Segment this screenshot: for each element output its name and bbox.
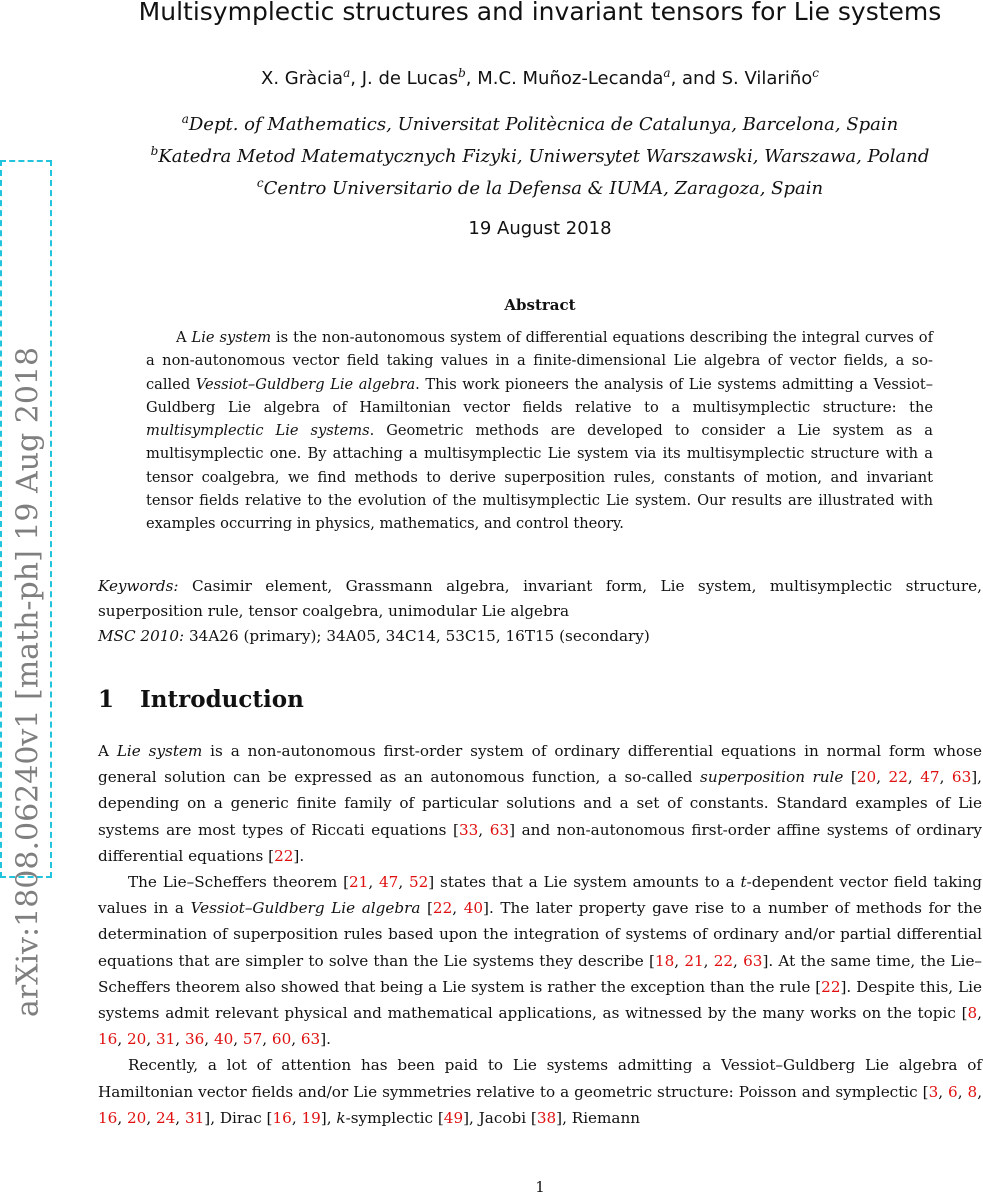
emphasis: Lie system	[191, 329, 272, 346]
emphasis: Vessiot–Guldberg Lie algebra	[195, 375, 416, 393]
author-separator: ,	[350, 68, 362, 89]
citation-link[interactable]: 16	[98, 1030, 118, 1049]
citation-link[interactable]: 49	[443, 1108, 464, 1127]
citation-link[interactable]: 22	[274, 846, 294, 865]
citation-link[interactable]: 8	[967, 1082, 978, 1101]
citation-link[interactable]: 63	[489, 820, 510, 839]
math-symbol: t	[740, 873, 747, 892]
citation-link[interactable]: 38	[536, 1108, 557, 1127]
paragraph: A Lie system is a non-autonomous first-order system of ordinary differential equations in normal form whose general solution can be expressed as an autonomous function, a so-called superposition rule [20, 22, 47, 63], depending on a generic finite family of particular solutions and a set of constants. Standard examples of Lie systems are most types of Riccati equations [33, 63] and non-autonomous first-order affine systems of ordinary differential equations [22].	[98, 742, 983, 865]
keywords	[98, 574, 982, 624]
page-number: 1	[535, 1178, 545, 1196]
citation-link[interactable]: 22	[713, 951, 734, 970]
keywords-label: Keywords:	[98, 577, 179, 595]
citation-link[interactable]: 21	[349, 873, 369, 892]
author-separator: , and	[670, 68, 722, 89]
citation-link[interactable]: 36	[184, 1030, 205, 1049]
author-list	[100, 60, 980, 92]
author-affil-mark: b	[458, 66, 466, 80]
citation-link[interactable]: 47	[920, 768, 940, 787]
author-separator: ,	[465, 68, 478, 89]
abstract-text: A Lie system is the non-autonomous system of differential equations describing the integral curves of a non-autonomous vector field taking values in a finite-dimensional Lie algebra of vector fields, a so-called Vessiot–Guldberg Lie algebra. This work pioneers the analysis of Lie systems admitting a Vessiot–Guldberg Lie algebra of Hamiltonian vector fields relative to a multisymplectic structure: the multisymplectic Lie systems. Geometric methods are developed to consider a Lie system as a multisymplectic one. By attaching a multisymplectic Lie system via its multisymplectic structure with a tensor coalgebra, we find methods to derive superposition rules, constants of motion, and invariant tensor fields relative to the evolution of the multisymplectic Lie system. Our results are illustrated with examples occurring in physics, mathematics, and control theory.	[146, 329, 934, 533]
affiliation-mark: b	[150, 144, 159, 158]
keywords-block	[98, 574, 982, 649]
keywords-text: Casimir element, Grassmann algebra, invariant form, Lie system, multisymplectic structure, superposition rule, tensor coalgebra, unimodular Lie algebra	[98, 577, 982, 620]
citation-link[interactable]: 40	[463, 899, 484, 918]
citation-link[interactable]: 33	[458, 820, 479, 839]
citation-link[interactable]: 57	[242, 1030, 263, 1049]
affiliation	[100, 106, 980, 138]
paragraph: The Lie–Scheffers theorem [21, 47, 52] states that a Lie system amounts to a t-dependent vector field taking values in a Vessiot–Guldberg Lie algebra [22, 40]. The later property gave rise to a number of methods for the determination of superposition rules based upon the integration of systems of ordinary and/or partial differential equations that are simpler to solve than the Lie systems they describe [18, 21, 22, 63]. At the same time, the Lie–Scheffers theorem also showed that being a Lie system is rather the exception than the rule [22]. Despite this, Lie systems admit relevant physical and mathematical applications, as witnessed by the many works on the topic [8, 16, 20, 31, 36, 40, 57, 60, 63].	[98, 873, 983, 1049]
paragraph: Recently, a lot of attention has been paid to Lie systems admitting a Vessiot–Guldberg Lie algebra of Hamiltonian vector fields and/or Lie symmetries relative to a geometric structure: Poisson and symplectic [3, 6, 8, 16, 20, 24, 31], Dirac [16, 19], k-symplectic [49], Jacobi [38], Riemann	[98, 1056, 983, 1127]
citation-link[interactable]: 20	[126, 1030, 147, 1049]
author-affil-mark: a	[343, 66, 351, 80]
affiliation	[100, 138, 980, 170]
author-name: X. Gràcia	[261, 68, 344, 89]
emphasis: superposition rule	[700, 768, 844, 787]
citation-link[interactable]: 63	[951, 768, 972, 787]
citation-link[interactable]: 60	[271, 1030, 292, 1049]
affiliation-text: Centro Universitario de la Defensa & IUMA, Zaragoza, Spain	[263, 178, 824, 199]
author-affil-mark: a	[663, 66, 671, 80]
math-symbol: k	[336, 1108, 346, 1127]
citation-link[interactable]: 63	[300, 1030, 321, 1049]
affiliation	[100, 170, 980, 202]
emphasis: Lie system	[116, 742, 203, 760]
section-title: Introduction	[140, 686, 304, 713]
citation-link[interactable]: 19	[301, 1108, 321, 1127]
paper-title: Multisymplectic structures and invariant tensors for Lie systems	[138, 0, 942, 26]
body-text	[98, 738, 982, 1131]
citation-link[interactable]: 22	[821, 977, 841, 996]
citation-link[interactable]: 3	[928, 1082, 939, 1101]
citation-link[interactable]: 20	[856, 768, 877, 787]
abstract-heading: Abstract	[504, 296, 576, 314]
msc-label: MSC 2010:	[98, 627, 185, 645]
author-name: J. de Lucas	[361, 68, 459, 89]
emphasis: Vessiot–Guldberg Lie algebra	[190, 899, 421, 918]
arxiv-stamp-box	[0, 160, 52, 1018]
citation-link[interactable]: 20	[126, 1108, 147, 1127]
author-name: S. Vilariño	[721, 68, 813, 89]
citation-link[interactable]: 31	[184, 1108, 205, 1127]
paper-date: 19 August 2018	[468, 218, 612, 239]
msc-codes	[98, 624, 982, 649]
citation-link[interactable]: 22	[888, 768, 908, 787]
citation-link[interactable]: 63	[743, 951, 763, 970]
citation-link[interactable]: 16	[98, 1108, 118, 1127]
section-heading	[98, 684, 304, 716]
affiliation-mark: a	[181, 112, 189, 126]
citation-link[interactable]: 16	[272, 1108, 292, 1127]
citation-link[interactable]: 6	[948, 1082, 958, 1101]
citation-link[interactable]: 18	[654, 951, 675, 970]
section-number: 1	[98, 686, 115, 713]
arxiv-stamp: arXiv:1808.06240v1 [math-ph] 19 Aug 2018	[10, 346, 46, 1018]
affiliation-text: Katedra Metod Matematycznych Fizyki, Uniwersytet Warszawski, Warszawa, Poland	[158, 146, 930, 167]
emphasis: multisymplectic Lie systems	[146, 422, 370, 440]
affiliation-list	[100, 106, 980, 202]
msc-text: 34A26 (primary); 34A05, 34C14, 53C15, 16T15 (secondary)	[184, 627, 650, 645]
citation-link[interactable]: 47	[378, 873, 399, 892]
citation-link[interactable]: 8	[967, 1004, 978, 1023]
citation-link[interactable]: 22	[432, 899, 453, 918]
citation-link[interactable]: 24	[155, 1108, 176, 1127]
citation-link[interactable]: 31	[155, 1030, 176, 1049]
author-affil-mark: c	[812, 66, 819, 80]
citation-link[interactable]: 52	[408, 873, 429, 892]
affiliation-mark: c	[256, 176, 264, 190]
affiliation-text: Dept. of Mathematics, Universitat Politècnica de Catalunya, Barcelona, Spain	[188, 114, 899, 135]
author-name: M.C. Muñoz-Lecanda	[477, 68, 664, 89]
citation-link[interactable]: 40	[213, 1030, 234, 1049]
citation-link[interactable]: 21	[684, 951, 704, 970]
